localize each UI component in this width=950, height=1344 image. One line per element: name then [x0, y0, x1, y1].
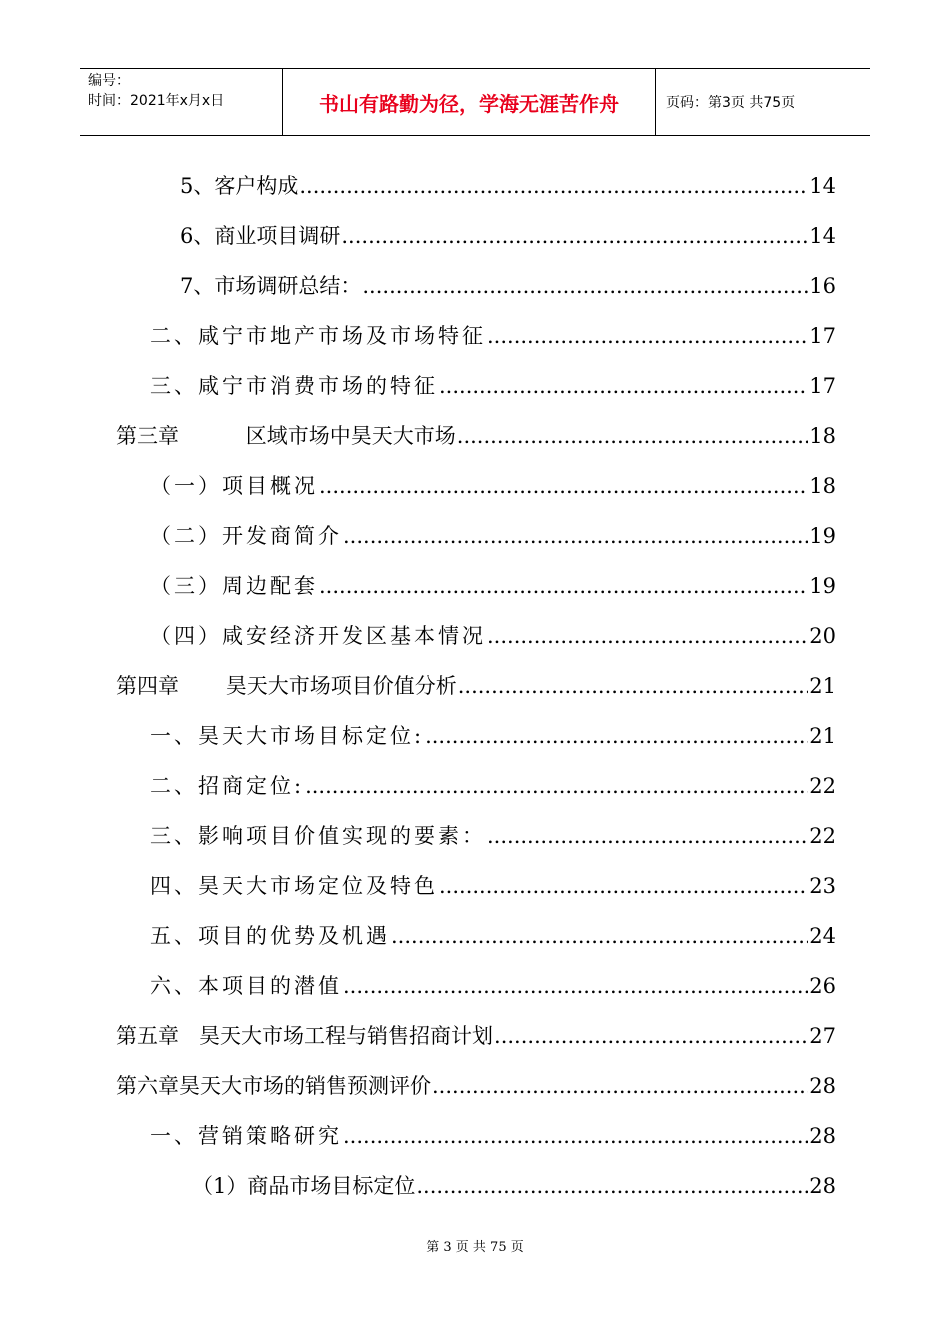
toc-entry-page: 21: [809, 674, 836, 698]
toc-leader: [494, 1024, 808, 1048]
toc-entry-title: 三、影响项目价值实现的要素：: [150, 824, 486, 848]
toc-entry-title: 二、招商定位:: [150, 774, 305, 798]
toc-leader: [439, 374, 808, 398]
page-header: [80, 68, 870, 136]
toc-entry[interactable]: [150, 820, 836, 860]
toc-entry-page: 19: [809, 524, 836, 548]
toc-entry[interactable]: [150, 1120, 836, 1160]
toc-entry[interactable]: [192, 1170, 836, 1210]
toc-entry[interactable]: [180, 170, 836, 210]
toc-entry[interactable]: [180, 270, 836, 310]
toc-entry[interactable]: [150, 470, 836, 510]
toc-entry-title: 第三章 区域市场中昊天大市场: [116, 424, 456, 448]
toc-entry[interactable]: [150, 570, 836, 610]
toc-entry-title: 一、昊天大市场目标定位:: [150, 724, 425, 748]
toc-entry-title: （四）咸安经济开发区基本情况: [150, 624, 486, 648]
toc-leader: [319, 474, 808, 498]
toc-leader: [343, 974, 808, 998]
toc-entry[interactable]: [150, 520, 836, 560]
toc-leader: [457, 424, 809, 448]
toc-entry-page: 20: [809, 624, 836, 648]
toc-leader: [299, 174, 808, 198]
toc-entry-title: （三）周边配套: [150, 574, 318, 598]
toc-entry-title: 四、昊天大市场定位及特色: [150, 874, 438, 898]
header-page-info: 页码：第3页 共75页: [666, 95, 796, 111]
toc-leader: [305, 774, 808, 798]
toc-leader: [432, 1074, 808, 1098]
toc-entry[interactable]: [150, 720, 836, 760]
toc-leader: [341, 224, 808, 248]
toc-entry-title: （二）开发商简介: [150, 524, 342, 548]
toc-entry-page: 16: [809, 274, 836, 298]
toc-leader: [425, 724, 808, 748]
toc-leader: [391, 924, 808, 948]
toc-leader: [487, 824, 808, 848]
toc-leader: [458, 674, 809, 698]
toc-entry-title: 7、市场调研总结：: [180, 274, 362, 298]
toc-entry[interactable]: [150, 320, 836, 360]
toc-entry-page: 24: [809, 924, 836, 948]
toc-leader: [439, 874, 808, 898]
toc-entry-title: 5、客户构成: [180, 174, 299, 198]
toc-entry[interactable]: [150, 770, 836, 810]
toc-entry-page: 28: [809, 1074, 836, 1098]
toc-chapter[interactable]: [116, 670, 836, 710]
toc-entry-page: 27: [809, 1024, 836, 1048]
toc-leader: [362, 274, 808, 298]
toc-entry[interactable]: [150, 970, 836, 1010]
page-footer: 第 3 页 共 75 页: [426, 1240, 524, 1255]
toc-chapter[interactable]: [116, 1020, 836, 1060]
toc-entry-page: 22: [809, 824, 836, 848]
toc-entry-title: 第六章昊天大市场的销售预测评价: [116, 1074, 431, 1098]
toc-leader: [416, 1174, 808, 1198]
toc-entry-page: 17: [809, 324, 836, 348]
toc-entry-title: 三、咸宁市消费市场的特征: [150, 374, 438, 398]
toc-entry-page: 28: [809, 1174, 836, 1198]
toc-entry-title: 第五章 昊天大市场工程与销售招商计划: [116, 1024, 494, 1048]
toc-entry-page: 23: [809, 874, 836, 898]
toc-leader: [319, 574, 808, 598]
toc-chapter[interactable]: [116, 420, 836, 460]
toc-entry-title: 一、营销策略研究: [150, 1124, 342, 1148]
toc-entry-page: 19: [809, 574, 836, 598]
toc-entry-title: 二、咸宁市地产市场及市场特征: [150, 324, 486, 348]
toc-entry-title: 六、本项目的潜值: [150, 974, 342, 998]
toc-entry-title: 6、商业项目调研: [180, 224, 341, 248]
toc-entry[interactable]: [150, 620, 836, 660]
toc-entry-title: 第四章 昊天大市场项目价值分析: [116, 674, 457, 698]
toc-leader: [487, 324, 808, 348]
toc-entry-page: 14: [809, 224, 836, 248]
number-label: 编号：: [88, 73, 130, 89]
toc-leader: [343, 1124, 808, 1148]
toc-entry-page: 18: [809, 424, 836, 448]
toc-entry-title: （一）项目概况: [150, 474, 318, 498]
toc-leader: [487, 624, 808, 648]
toc-entry-page: 28: [809, 1124, 836, 1148]
toc-entry[interactable]: [150, 920, 836, 960]
toc-entry[interactable]: [180, 220, 836, 260]
time-label: 时间：2021年x月x日: [88, 93, 225, 109]
toc-entry-title: 五、项目的优势及机遇: [150, 924, 390, 948]
toc-entry-title: （1）商品市场目标定位: [192, 1174, 416, 1198]
header-motto: 书山有路勤为径，学海无涯苦作舟: [282, 69, 656, 135]
toc-entry-page: 18: [809, 474, 836, 498]
toc-leader: [343, 524, 808, 548]
header-meta: [80, 69, 282, 135]
toc-entry-page: 26: [809, 974, 836, 998]
toc-entry-page: 22: [809, 774, 836, 798]
toc-chapter[interactable]: [116, 1070, 836, 1110]
toc-entry-page: 17: [809, 374, 836, 398]
toc-entry[interactable]: [150, 370, 836, 410]
toc-entry-page: 14: [809, 174, 836, 198]
toc-entry[interactable]: [150, 870, 836, 910]
toc-entry-page: 21: [809, 724, 836, 748]
